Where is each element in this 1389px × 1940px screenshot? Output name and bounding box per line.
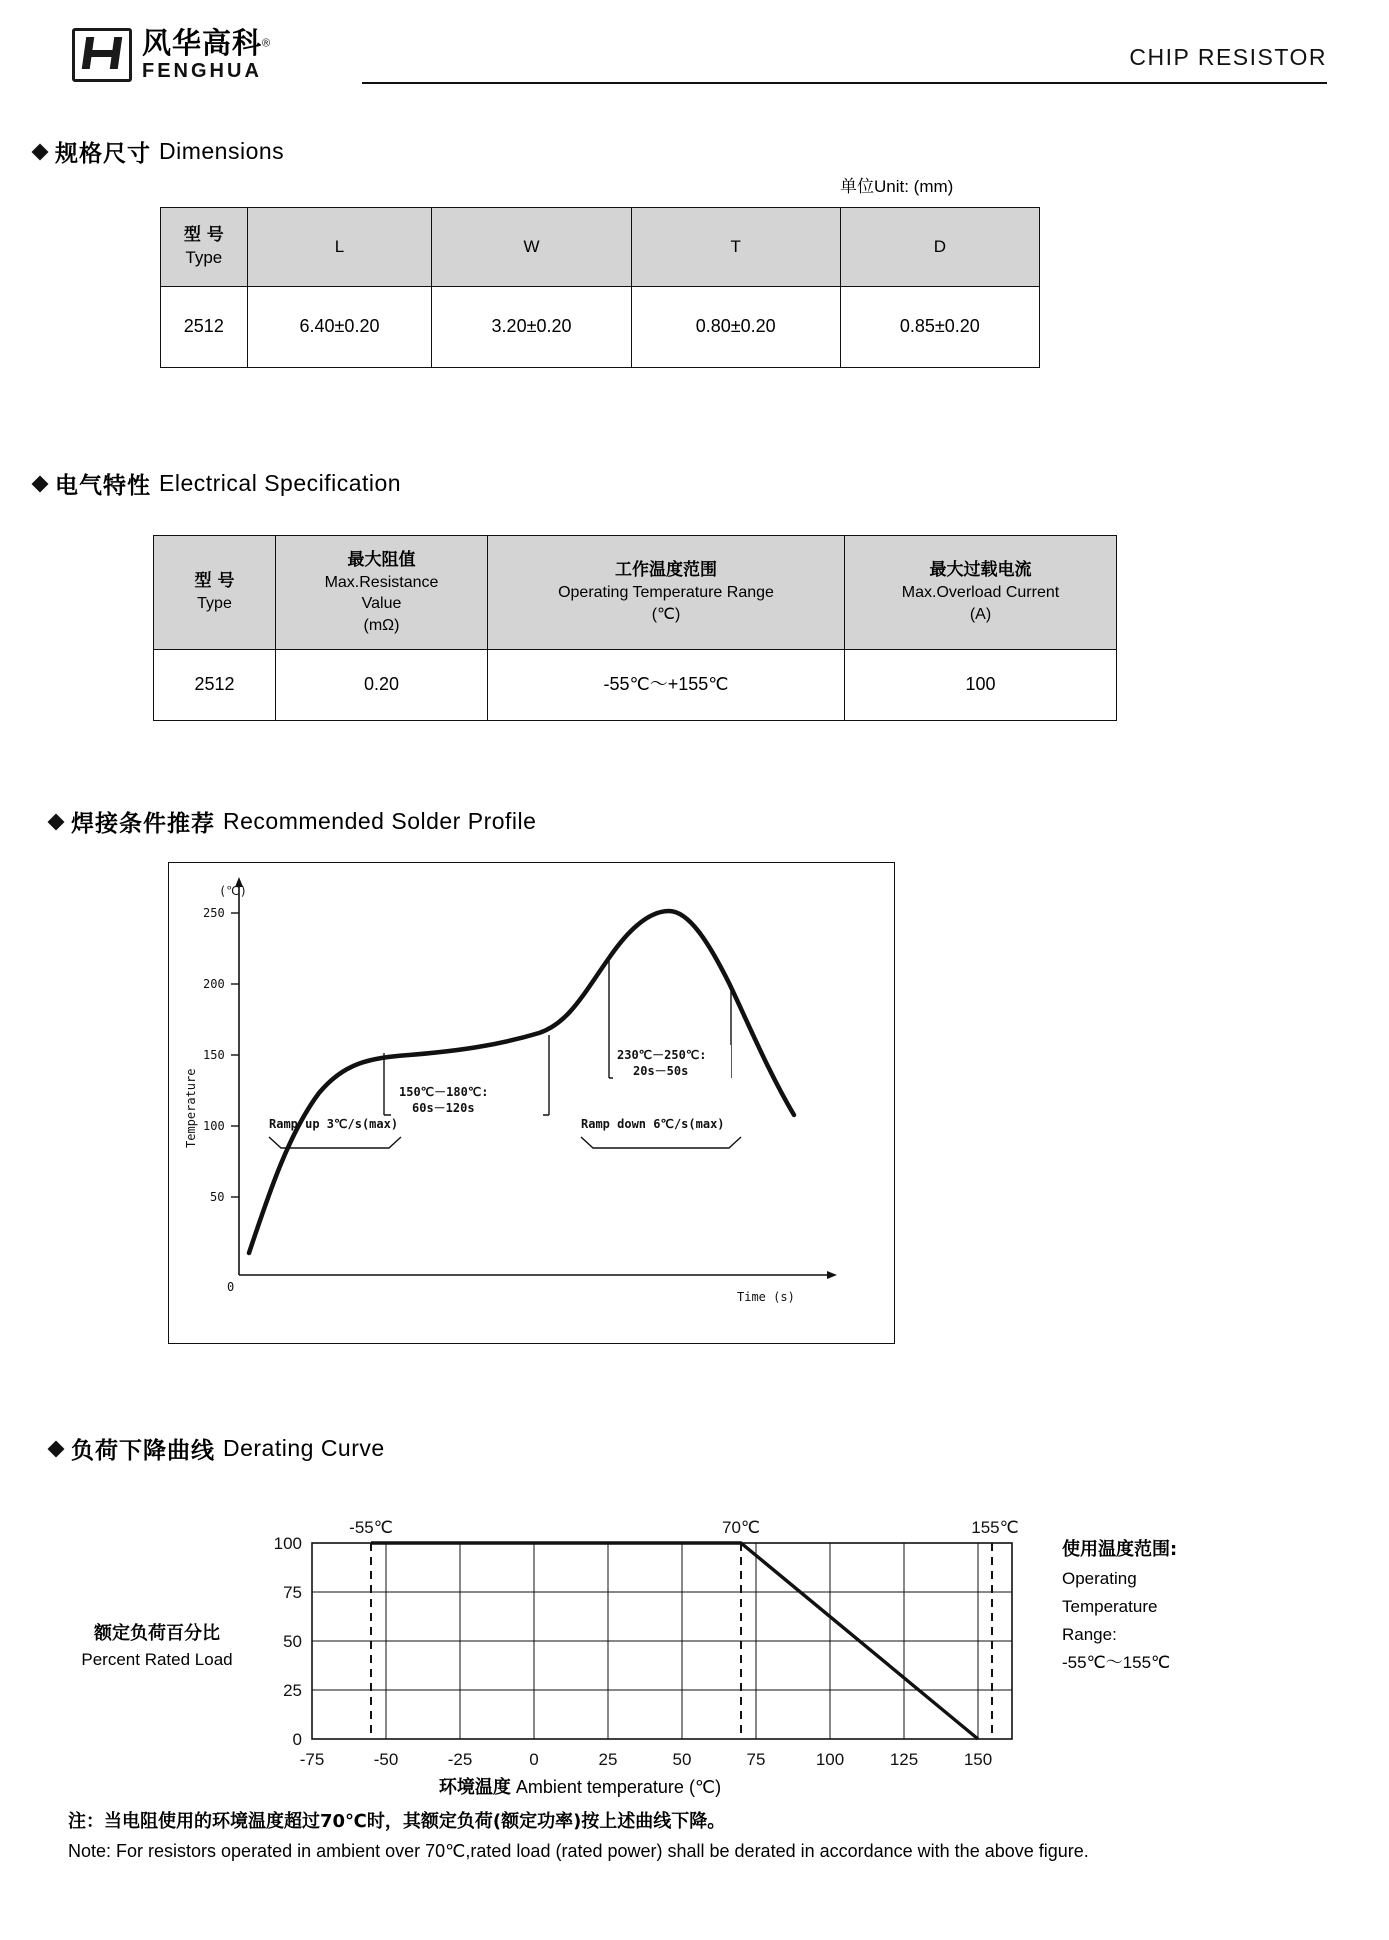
logo-chinese-name: 风华高科® [142,26,271,60]
svg-text:155℃: 155℃ [971,1518,1019,1537]
logo-bar-shape [89,50,113,57]
svg-text:(℃): (℃) [219,884,247,898]
diamond-bullet-icon [32,143,49,160]
section-heading-derating-cn: 负荷下降曲线 [71,1438,215,1464]
svg-text:Temperature: Temperature [184,1068,198,1148]
svg-text:-50: -50 [373,1750,399,1769]
section-heading-solder [50,805,536,838]
svg-text:100: 100 [203,1119,225,1133]
section-heading-derating-en: Derating Curve [223,1435,385,1461]
cell-max-overload: 100 [845,650,1117,721]
svg-text:0: 0 [529,1750,539,1769]
col-header-type: 型 号 Type [154,536,276,650]
dimensions-table [160,207,1040,368]
solder-profile-figure [168,862,895,1344]
svg-text:25: 25 [598,1750,618,1769]
table-row [154,650,1117,721]
cell-type: 2512 [154,650,276,721]
svg-text:25: 25 [283,1681,302,1700]
svg-text:50: 50 [210,1190,225,1204]
svg-text:0: 0 [292,1730,302,1749]
col-header-l: L [247,208,432,287]
section-heading-electrical [34,467,401,500]
svg-text:-55℃: -55℃ [349,1518,393,1537]
cell-type: 2512 [161,287,248,368]
svg-text:60s－120s: 60s－120s [412,1101,475,1115]
cell-t: 0.80±0.20 [631,287,840,368]
svg-text:100: 100 [273,1534,302,1553]
derating-curve-chart [250,1515,1050,1775]
col-header-type: 型 号 Type [161,208,248,287]
svg-text:20s－50s: 20s－50s [633,1064,689,1078]
cell-d: 0.85±0.20 [840,287,1039,368]
derating-side-note: 使用温度范围: Operating Temperature Range: -55℃～155℃ [1062,1539,1178,1672]
svg-text:0: 0 [227,1280,235,1294]
table-header-row [161,208,1040,287]
svg-text:230℃－250℃:: 230℃－250℃: [617,1048,707,1062]
diamond-bullet-icon [48,1440,65,1457]
col-header-w: W [432,208,631,287]
svg-text:-75: -75 [299,1750,325,1769]
svg-text:-25: -25 [447,1750,473,1769]
unit-note: 单位Unit: (mm) [840,177,954,196]
svg-text:150: 150 [963,1750,993,1769]
company-logo [72,28,270,82]
table-row [161,287,1040,368]
svg-text:250: 250 [203,906,225,920]
section-heading-solder-cn: 焊接条件推荐 [71,811,215,837]
fenghua-logo-icon [72,28,132,82]
header-divider [362,82,1327,84]
svg-text:50: 50 [283,1632,302,1651]
svg-text:150: 150 [203,1048,225,1062]
cell-operating-temp: -55℃～+155℃ [488,650,845,721]
logo-english-name: FENGHUA [142,60,262,82]
derating-x-axis-label: 环境温度 Ambient temperature (℃) [438,1777,722,1798]
cell-w: 3.20±0.20 [432,287,631,368]
col-header-operating-temp: 工作温度范围 Operating Temperature Range (℃) [488,536,845,650]
col-header-t: T [631,208,840,287]
svg-text:75: 75 [283,1583,302,1602]
page-title: CHIP RESISTOR [1129,44,1327,70]
col-header-max-overload: 最大过载电流 Max.Overload Current (A) [845,536,1117,650]
logo-text-block [142,26,271,82]
section-heading-dimensions [34,135,284,168]
svg-text:Time (s): Time (s) [737,1290,795,1304]
col-header-d: D [840,208,1039,287]
section-heading-dimensions-en: Dimensions [159,138,285,164]
svg-text:100: 100 [815,1750,845,1769]
cell-l: 6.40±0.20 [247,287,432,368]
footer-note [68,1808,1348,1866]
svg-text:70℃: 70℃ [721,1518,761,1537]
table-header-row [154,536,1117,650]
svg-text:Ramp down 6℃/s(max): Ramp down 6℃/s(max) [581,1117,725,1131]
derating-y-axis-label: 额定负荷百分比 Percent Rated Load [81,1623,233,1669]
svg-text:75: 75 [746,1750,766,1769]
diamond-bullet-icon [32,475,49,492]
page-header [72,22,1327,84]
cell-max-resistance: 0.20 [276,650,488,721]
col-header-max-resistance: 最大阻值 Max.Resistance Value (mΩ) [276,536,488,650]
svg-text:200: 200 [203,977,225,991]
footer-note-en: Note: For resistors operated in ambient over 70℃,rated load (rated power) shall be derated in accordance with the above figure. [68,1840,1089,1861]
section-heading-electrical-en: Electrical Specification [159,470,402,496]
section-heading-solder-en: Recommended Solder Profile [223,808,537,834]
section-heading-dimensions-cn: 规格尺寸 [55,141,151,167]
svg-text:125: 125 [889,1750,919,1769]
solder-profile-chart [169,863,892,1341]
section-heading-electrical-cn: 电气特性 [55,473,151,499]
registered-mark: ® [262,37,271,50]
section-heading-derating [50,1432,385,1465]
derating-curve-block [0,1495,1389,1825]
electrical-spec-table [153,535,1117,721]
svg-text:150℃－180℃:: 150℃－180℃: [399,1085,489,1099]
svg-text:50: 50 [672,1750,692,1769]
svg-text:Ramp up 3℃/s(max): Ramp up 3℃/s(max) [269,1117,399,1131]
footer-note-cn: 注：当电阻使用的环境温度超过70℃时，其额定负荷(额定功率)按上述曲线下降。 [68,1811,726,1832]
diamond-bullet-icon [48,813,65,830]
